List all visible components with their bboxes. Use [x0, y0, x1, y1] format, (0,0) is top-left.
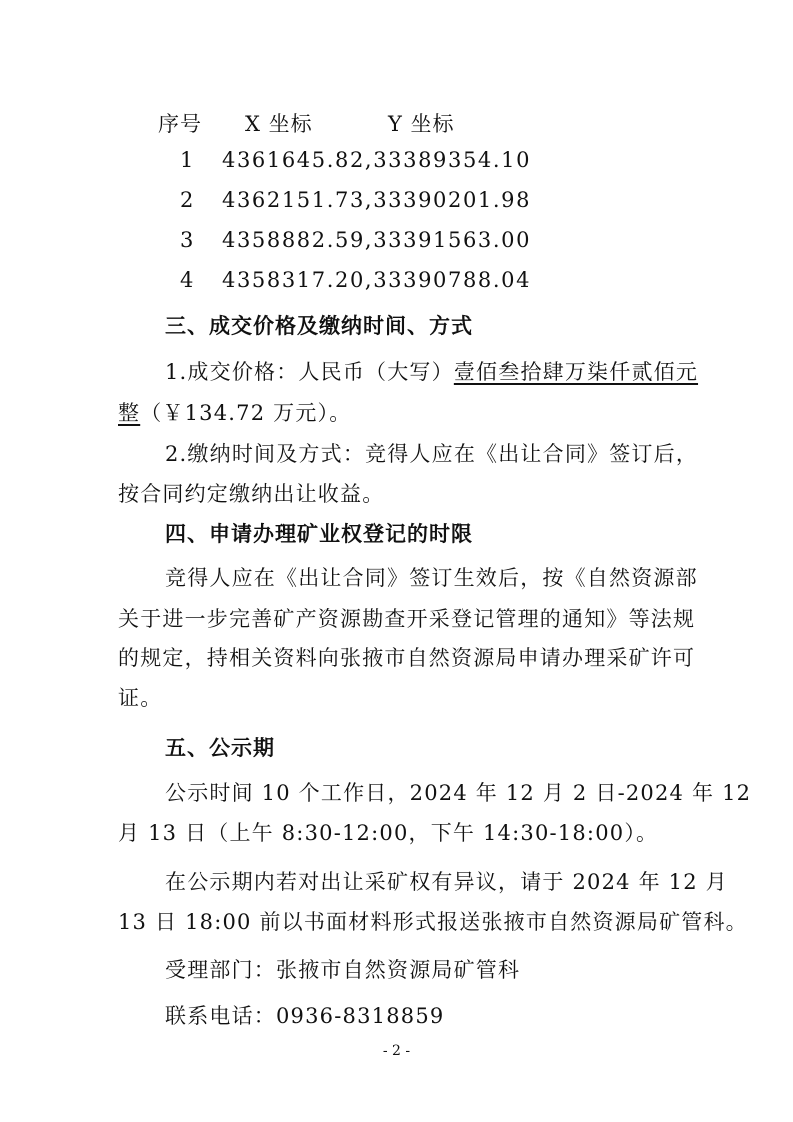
price-line-cont: [118, 397, 351, 427]
period-line-2: 月 13 日（上午 8:30-12:00，下午 14:30-18:00）。: [118, 821, 659, 845]
section4-line-4: 证。: [118, 686, 163, 710]
section4-heading: 四、申请办理矿业权登记的时限: [165, 522, 473, 546]
coord-index: 4: [180, 268, 194, 292]
coord-row: [0, 148, 793, 178]
coord-row: [0, 228, 793, 258]
coord-row: [0, 268, 793, 298]
price-in-words-end: 整: [118, 401, 141, 425]
section5-heading: 五、公示期: [165, 736, 275, 760]
objection-line-1: 在公示期内若对出让采矿权有异议，请于 2024 年 12 月: [165, 870, 728, 894]
coord-value: 4361645.82,33389354.10: [222, 148, 532, 172]
section4-line-3: 的规定，持相关资料向张掖市自然资源局申请办理采矿许可: [118, 646, 696, 670]
coord-header-y: Y 坐标: [388, 112, 455, 136]
contact-phone: 联系电话：0936-8318859: [165, 1004, 445, 1028]
coord-row: [0, 188, 793, 218]
price-in-words: 壹佰叁拾肆万柒仟贰佰元: [453, 360, 699, 384]
coord-index: 2: [180, 188, 194, 212]
coord-value: 4358882.59,33391563.00: [222, 228, 532, 252]
section4-line-2: 关于进一步完善矿产资源勘查开采登记管理的通知》等法规: [118, 607, 696, 631]
page-number: - 2 -: [382, 1043, 411, 1059]
coord-value: 4362151.73,33390201.98: [222, 188, 532, 212]
payment-line-2: 按合同约定缴纳出让收益。: [118, 482, 385, 506]
objection-line-2: 13 日 18:00 前以书面材料形式报送张掖市自然资源局矿管科。: [118, 910, 748, 934]
accepting-department: 受理部门：张掖市自然资源局矿管科: [165, 958, 521, 982]
coord-index: 1: [180, 148, 194, 172]
coord-value: 4358317.20,33390788.04: [222, 268, 532, 292]
coord-header-seq: 序号: [158, 112, 202, 136]
price-numeric: （￥134.72 万元）。: [140, 401, 352, 425]
coord-index: 3: [180, 228, 194, 252]
section4-line-1: 竞得人应在《出让合同》签订生效后，按《自然资源部: [165, 566, 698, 590]
price-line: [165, 356, 698, 386]
coord-header-x: X 坐标: [245, 112, 313, 136]
section3-heading: 三、成交价格及缴纳时间、方式: [165, 314, 473, 338]
payment-line-1: 2.缴纳时间及方式：竞得人应在《出让合同》签订后，: [165, 442, 699, 466]
period-line-1: 公示时间 10 个工作日，2024 年 12 月 2 日-2024 年 12: [165, 781, 752, 805]
price-prefix: 1.成交价格：人民币（大写）: [165, 360, 454, 384]
